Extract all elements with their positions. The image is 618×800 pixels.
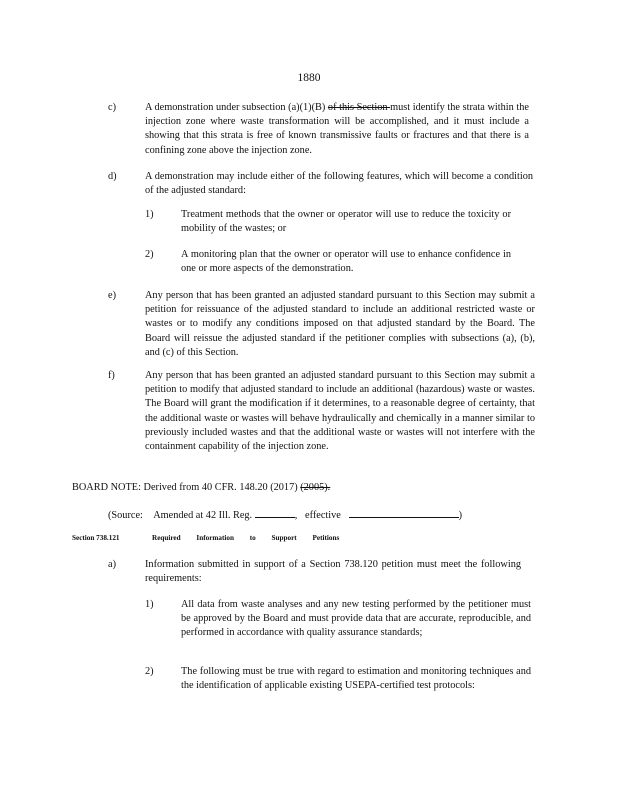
- item-e-text: Any person that has been granted an adjusted standard pursuant to this Section may submit a petition for reissuance of the adjusted standard to include an additional restricted waste or wastes or to modify any conditions imposed on that adjusted standard by the Board. The Board will reissue the adjusted standard if the petitioner complies with subsections (a), (b), and (c) of this Section.: [145, 290, 535, 358]
- item-f-label: f): [108, 370, 115, 381]
- section-number: Section 738.121: [72, 534, 120, 542]
- board-note-text: BOARD NOTE: Derived from 40 CFR. 148.20 (2017): [72, 482, 301, 493]
- source-amended: Amended at 42 Ill. Reg.: [153, 510, 253, 521]
- section-a1-label: 1): [145, 599, 154, 610]
- section-a2-text: The following must be true with regard to estimation and monitoring techniques and the identification of applicable existing USEPA-certified test protocols:: [181, 666, 531, 692]
- item-e-label: e): [108, 290, 116, 301]
- item-d-text: A demonstration may include either of the following features, which will become a condition of the adjusted standard:: [145, 171, 533, 197]
- source-effective: effective: [305, 510, 341, 521]
- section-a-text: Information submitted in support of a Section 738.120 petition must meet the following requirements:: [145, 559, 521, 585]
- item-c-text-after: must identify the strata within the injection zone where waste transformation will be accomplished, and it must include a showing that this strata is free of known transmissive faults or fractures and that there is a confining zone above the injection zone.: [145, 102, 529, 156]
- section-a1-text: All data from waste analyses and any new testing performed by the petitioner must be approved by the Board and must provide data that are accurate, reproducible, and performed in accordance with quality assurance standards;: [181, 599, 531, 639]
- source-prefix: (Source:: [108, 510, 143, 521]
- source-close: ): [458, 510, 463, 521]
- effective-date-blank: [349, 507, 459, 518]
- item-c-text: [145, 101, 529, 158]
- item-f-text: Any person that has been granted an adjusted standard pursuant to this Section may submit a petition to modify that adjusted standard to include an additional (hazardous) waste or wastes. The Board will grant the modification if it determines, to a reasonable degree of certainty, that the additional waste or wastes will behave hydraulically and chemically in a manner similar to previously included wastes and that the additional waste or wastes will not interfere with the containment capability of the injection zone.: [145, 370, 535, 453]
- item-d2-text: A monitoring plan that the owner or operator will use to enhance confidence in one or more aspects of the demonstration.: [181, 249, 511, 275]
- section-a-label: a): [108, 559, 116, 570]
- page-number: 1880: [297, 72, 321, 84]
- item-d1-label: 1): [145, 209, 154, 220]
- item-d2-label: 2): [145, 249, 154, 260]
- source-line: (Source: Amended at 42 Ill. Reg. , effective ): [108, 507, 508, 523]
- item-c-text-before: A demonstration under subsection (a)(1)(B): [145, 102, 328, 113]
- section-title: Required Information to Support Petitions: [152, 534, 340, 542]
- board-note-strikethrough: (2005).: [300, 482, 331, 493]
- section-a2-label: 2): [145, 666, 154, 677]
- item-c-label: c): [108, 102, 116, 113]
- item-d-label: d): [108, 171, 117, 182]
- board-note: [72, 481, 492, 495]
- register-blank: [255, 507, 295, 518]
- item-c-strikethrough: of this Section: [327, 102, 391, 113]
- item-d1-text: Treatment methods that the owner or operator will use to reduce the toxicity or mobility of the wastes; or: [181, 209, 511, 235]
